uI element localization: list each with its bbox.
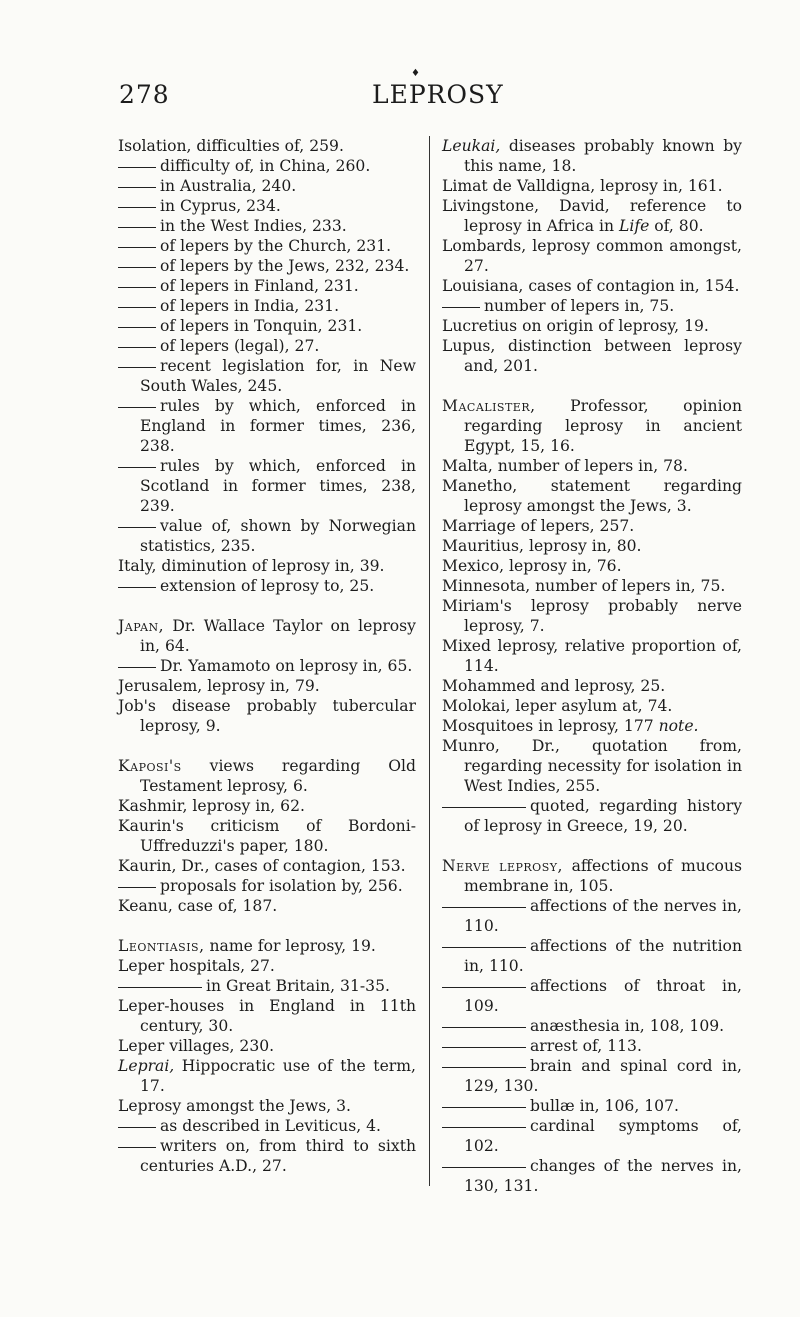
entry-text: changes of the nerves in, 130, 131. bbox=[464, 1157, 742, 1195]
entry-text: arrest of, 113. bbox=[530, 1037, 642, 1055]
index-entry bbox=[442, 896, 742, 936]
entry-text: as described in Leviticus, 4. bbox=[160, 1117, 381, 1135]
entry-text: bullæ in, 106, 107. bbox=[530, 1097, 679, 1115]
index-entry bbox=[118, 676, 416, 696]
index-entry bbox=[118, 456, 416, 516]
entry-text: Kaurin, Dr., cases of contagion, 153. bbox=[118, 857, 406, 875]
entry-text: Mexico, leprosy in, 76. bbox=[442, 557, 622, 575]
ditto-dash bbox=[442, 807, 526, 808]
entry-heading: Kaposi's bbox=[118, 757, 182, 775]
entry-text: Lombards, leprosy common amongst, 27. bbox=[442, 237, 742, 275]
entry-text: affections of the nerves in, 110. bbox=[464, 897, 742, 935]
index-entry bbox=[118, 296, 416, 316]
entry-text: diseases probably known by this name, 18. bbox=[464, 137, 742, 175]
entry-text: Mosquitoes in leprosy, 177 bbox=[442, 717, 659, 735]
index-entry bbox=[442, 1116, 742, 1156]
index-entry bbox=[118, 956, 416, 976]
index-entry bbox=[118, 936, 416, 956]
index-entry bbox=[442, 936, 742, 976]
ditto-dash bbox=[118, 467, 156, 468]
entry-text: extension of leprosy to, 25. bbox=[160, 577, 375, 595]
ditto-dash bbox=[442, 1027, 526, 1028]
index-entry bbox=[442, 456, 742, 476]
entry-text: Miriam's leprosy probably nerve leprosy, 7. bbox=[442, 597, 742, 635]
index-entry bbox=[442, 236, 742, 276]
index-entry bbox=[442, 1096, 742, 1116]
entry-text: in Cyprus, 234. bbox=[160, 197, 281, 215]
ditto-dash bbox=[442, 307, 480, 308]
entry-text: Isolation, difficulties of, 259. bbox=[118, 137, 344, 155]
entry-text: Leper villages, 230. bbox=[118, 1037, 275, 1055]
ditto-dash bbox=[118, 287, 156, 288]
entry-text: of lepers in Tonquin, 231. bbox=[160, 317, 363, 335]
entry-heading: Leontiasis, bbox=[118, 937, 205, 955]
ditto-dash bbox=[442, 1047, 526, 1048]
entry-text: Livingstone, David, reference to leprosy in Africa in bbox=[442, 197, 742, 235]
entry-text: Mixed leprosy, relative proportion of, 114. bbox=[442, 637, 742, 675]
entry-text: Limat de Valldigna, leprosy in, 161. bbox=[442, 177, 723, 195]
entry-text: of lepers by the Church, 231. bbox=[160, 237, 392, 255]
entry-text: in Australia, 240. bbox=[160, 177, 297, 195]
ditto-dash bbox=[442, 947, 526, 948]
index-column-right bbox=[442, 136, 742, 1196]
index-entry bbox=[118, 796, 416, 816]
entry-text: Leprosy amongst the Jews, 3. bbox=[118, 1097, 352, 1115]
entry-text: of lepers by the Jews, 232, 234. bbox=[160, 257, 410, 275]
index-entry bbox=[442, 316, 742, 336]
ditto-dash bbox=[118, 327, 156, 328]
entry-text: writers on, from third to sixth centuries A.D., 27. bbox=[140, 1137, 416, 1175]
index-entry bbox=[442, 976, 742, 1016]
ditto-dash bbox=[118, 1127, 156, 1128]
entry-text: Minnesota, number of lepers in, 75. bbox=[442, 577, 726, 595]
ditto-dash bbox=[118, 307, 156, 308]
column-divider bbox=[429, 136, 430, 1186]
index-entry bbox=[118, 156, 416, 176]
index-entry bbox=[118, 896, 416, 916]
ditto-dash bbox=[442, 1107, 526, 1108]
index-entry bbox=[118, 216, 416, 236]
index-entry bbox=[442, 396, 742, 456]
entry-text: affections of mucous membrane in, 105. bbox=[464, 857, 742, 895]
index-entry bbox=[118, 1116, 416, 1136]
entry-text: name for leprosy, 19. bbox=[204, 937, 376, 955]
index-entry bbox=[442, 636, 742, 676]
entry-text: of lepers (legal), 27. bbox=[160, 337, 320, 355]
ditto-dash bbox=[118, 667, 156, 668]
entry-text: Jerusalem, leprosy in, 79. bbox=[118, 677, 320, 695]
entry-text: rules by which, enforced in England in former times, 236, 238. bbox=[140, 397, 416, 455]
index-entry bbox=[442, 336, 742, 376]
entry-text: cardinal symptoms of, 102. bbox=[464, 1117, 742, 1155]
index-entry bbox=[442, 576, 742, 596]
ditto-dash bbox=[118, 187, 156, 188]
entry-text: views regarding Old Testament leprosy, 6. bbox=[140, 757, 416, 795]
index-entry bbox=[118, 696, 416, 736]
ditto-dash bbox=[118, 207, 156, 208]
index-entry bbox=[118, 516, 416, 556]
entry-heading: Japan, bbox=[118, 617, 165, 635]
index-entry bbox=[118, 876, 416, 896]
index-entry bbox=[118, 256, 416, 276]
entry-text: Professor, opinion regarding leprosy in ancient Egypt, 15, 16. bbox=[464, 397, 742, 455]
ditto-dash bbox=[442, 907, 526, 908]
entry-text: Munro, Dr., quotation from, regarding necessity for isolation in West Indies, 255. bbox=[442, 737, 742, 795]
running-head: LEPROSY bbox=[372, 80, 504, 109]
ditto-dash bbox=[442, 1127, 526, 1128]
index-entry bbox=[442, 176, 742, 196]
page-header bbox=[0, 68, 800, 120]
ditto-dash bbox=[442, 1067, 526, 1068]
index-entry bbox=[118, 396, 416, 456]
ditto-dash bbox=[118, 227, 156, 228]
index-entry bbox=[118, 656, 416, 676]
entry-text: Dr. Yamamoto on leprosy in, 65. bbox=[160, 657, 413, 675]
ditto-dash bbox=[118, 347, 156, 348]
entry-text: Job's disease probably tubercular leprosy, 9. bbox=[118, 697, 416, 735]
index-entry bbox=[118, 1096, 416, 1116]
entry-text: Hippocratic use of the term, 17. bbox=[140, 1057, 416, 1095]
index-entry bbox=[118, 276, 416, 296]
index-entry bbox=[442, 596, 742, 636]
ditto-dash bbox=[118, 167, 156, 168]
entry-text: value of, shown by Norwegian statistics, 235. bbox=[140, 517, 416, 555]
entry-text: Mauritius, leprosy in, 80. bbox=[442, 537, 642, 555]
entry-text: of, 80. bbox=[649, 217, 704, 235]
index-entry bbox=[442, 136, 742, 176]
entry-text: Kaurin's criticism of Bordoni-Uffreduzzi's paper, 180. bbox=[118, 817, 416, 855]
entry-text: number of lepers in, 75. bbox=[484, 297, 675, 315]
ditto-dash bbox=[118, 407, 156, 408]
entry-text: Italy, diminution of leprosy in, 39. bbox=[118, 557, 385, 575]
index-entry bbox=[442, 516, 742, 536]
entry-text: anæsthesia in, 108, 109. bbox=[530, 1017, 725, 1035]
ditto-dash bbox=[118, 367, 156, 368]
index-entry bbox=[442, 276, 742, 296]
entry-text: Kashmir, leprosy in, 62. bbox=[118, 797, 305, 815]
index-entry bbox=[118, 756, 416, 796]
index-entry bbox=[118, 1056, 416, 1096]
entry-heading: Leukai, bbox=[442, 137, 501, 155]
entry-text: Malta, number of lepers in, 78. bbox=[442, 457, 688, 475]
index-entry bbox=[118, 556, 416, 576]
entry-italic: note. bbox=[658, 717, 699, 735]
ditto-dash bbox=[118, 1147, 156, 1148]
index-entry bbox=[442, 476, 742, 516]
index-entry bbox=[118, 996, 416, 1036]
index-entry bbox=[442, 556, 742, 576]
entry-text: brain and spinal cord in, 129, 130. bbox=[464, 1057, 742, 1095]
entry-text: Marriage of lepers, 257. bbox=[442, 517, 635, 535]
index-entry bbox=[118, 176, 416, 196]
index-entry bbox=[442, 676, 742, 696]
entry-text: Louisiana, cases of contagion in, 154. bbox=[442, 277, 740, 295]
entry-heading: Leprai, bbox=[118, 1057, 175, 1075]
entry-text: in Great Britain, 31-35. bbox=[206, 977, 390, 995]
ditto-dash bbox=[118, 247, 156, 248]
entry-text: Manetho, statement regarding leprosy amongst the Jews, 3. bbox=[442, 477, 742, 515]
entry-text: difficulty of, in China, 260. bbox=[160, 157, 371, 175]
entry-text: Molokai, leper asylum at, 74. bbox=[442, 697, 673, 715]
entry-italic: Life bbox=[618, 217, 650, 235]
index-entry bbox=[442, 736, 742, 796]
index-entry bbox=[118, 1136, 416, 1176]
entry-text: in the West Indies, 233. bbox=[160, 217, 347, 235]
ditto-dash bbox=[118, 527, 156, 528]
index-entry bbox=[118, 816, 416, 856]
entry-text: proposals for isolation by, 256. bbox=[160, 877, 403, 895]
entry-text: quoted, regarding history of leprosy in Greece, 19, 20. bbox=[464, 797, 742, 835]
index-entry bbox=[442, 696, 742, 716]
index-entry bbox=[442, 1156, 742, 1196]
index-entry bbox=[118, 236, 416, 256]
index-entry bbox=[118, 136, 416, 156]
entry-text: Leper-houses in England in 11th century, 30. bbox=[118, 997, 416, 1035]
index-entry bbox=[442, 1016, 742, 1036]
entry-text: of lepers in Finland, 231. bbox=[160, 277, 359, 295]
page-number: 278 bbox=[119, 80, 170, 109]
entry-text: Keanu, case of, 187. bbox=[118, 897, 278, 915]
index-entry bbox=[442, 536, 742, 556]
entry-text: affections of the nutrition in, 110. bbox=[464, 937, 742, 975]
entry-text: Leper hospitals, 27. bbox=[118, 957, 275, 975]
index-entry bbox=[442, 196, 742, 236]
entry-text: Lupus, distinction between leprosy and, 201. bbox=[442, 337, 742, 375]
index-entry bbox=[118, 356, 416, 396]
print-mark: ♦ bbox=[411, 68, 420, 79]
ditto-dash bbox=[118, 267, 156, 268]
ditto-dash bbox=[118, 987, 202, 988]
index-entry bbox=[442, 856, 742, 896]
index-entry bbox=[442, 1056, 742, 1096]
index-entry bbox=[118, 316, 416, 336]
index-entry bbox=[118, 1036, 416, 1056]
ditto-dash bbox=[118, 587, 156, 588]
index-entry bbox=[442, 716, 742, 736]
ditto-dash bbox=[442, 1167, 526, 1168]
index-entry bbox=[118, 976, 416, 996]
entry-text: of lepers in India, 231. bbox=[160, 297, 340, 315]
index-entry bbox=[118, 856, 416, 876]
index-column-left bbox=[118, 136, 416, 1176]
entry-text: rules by which, enforced in Scotland in former times, 238, 239. bbox=[140, 457, 416, 515]
entry-heading: Nerve leprosy, bbox=[442, 857, 563, 875]
entry-text: Mohammed and leprosy, 25. bbox=[442, 677, 666, 695]
index-entry bbox=[442, 1036, 742, 1056]
ditto-dash bbox=[118, 887, 156, 888]
index-entry bbox=[118, 196, 416, 216]
index-entry bbox=[442, 796, 742, 836]
entry-heading: Macalister, bbox=[442, 397, 536, 415]
index-entry bbox=[118, 616, 416, 656]
entry-text: recent legislation for, in New South Wales, 245. bbox=[140, 357, 416, 395]
entry-text: Lucretius on origin of leprosy, 19. bbox=[442, 317, 709, 335]
ditto-dash bbox=[442, 987, 526, 988]
index-entry bbox=[118, 336, 416, 356]
entry-text: affections of throat in, 109. bbox=[464, 977, 742, 1015]
entry-text: Dr. Wallace Taylor on leprosy in, 64. bbox=[140, 617, 416, 655]
index-entry bbox=[118, 576, 416, 596]
index-entry bbox=[442, 296, 742, 316]
